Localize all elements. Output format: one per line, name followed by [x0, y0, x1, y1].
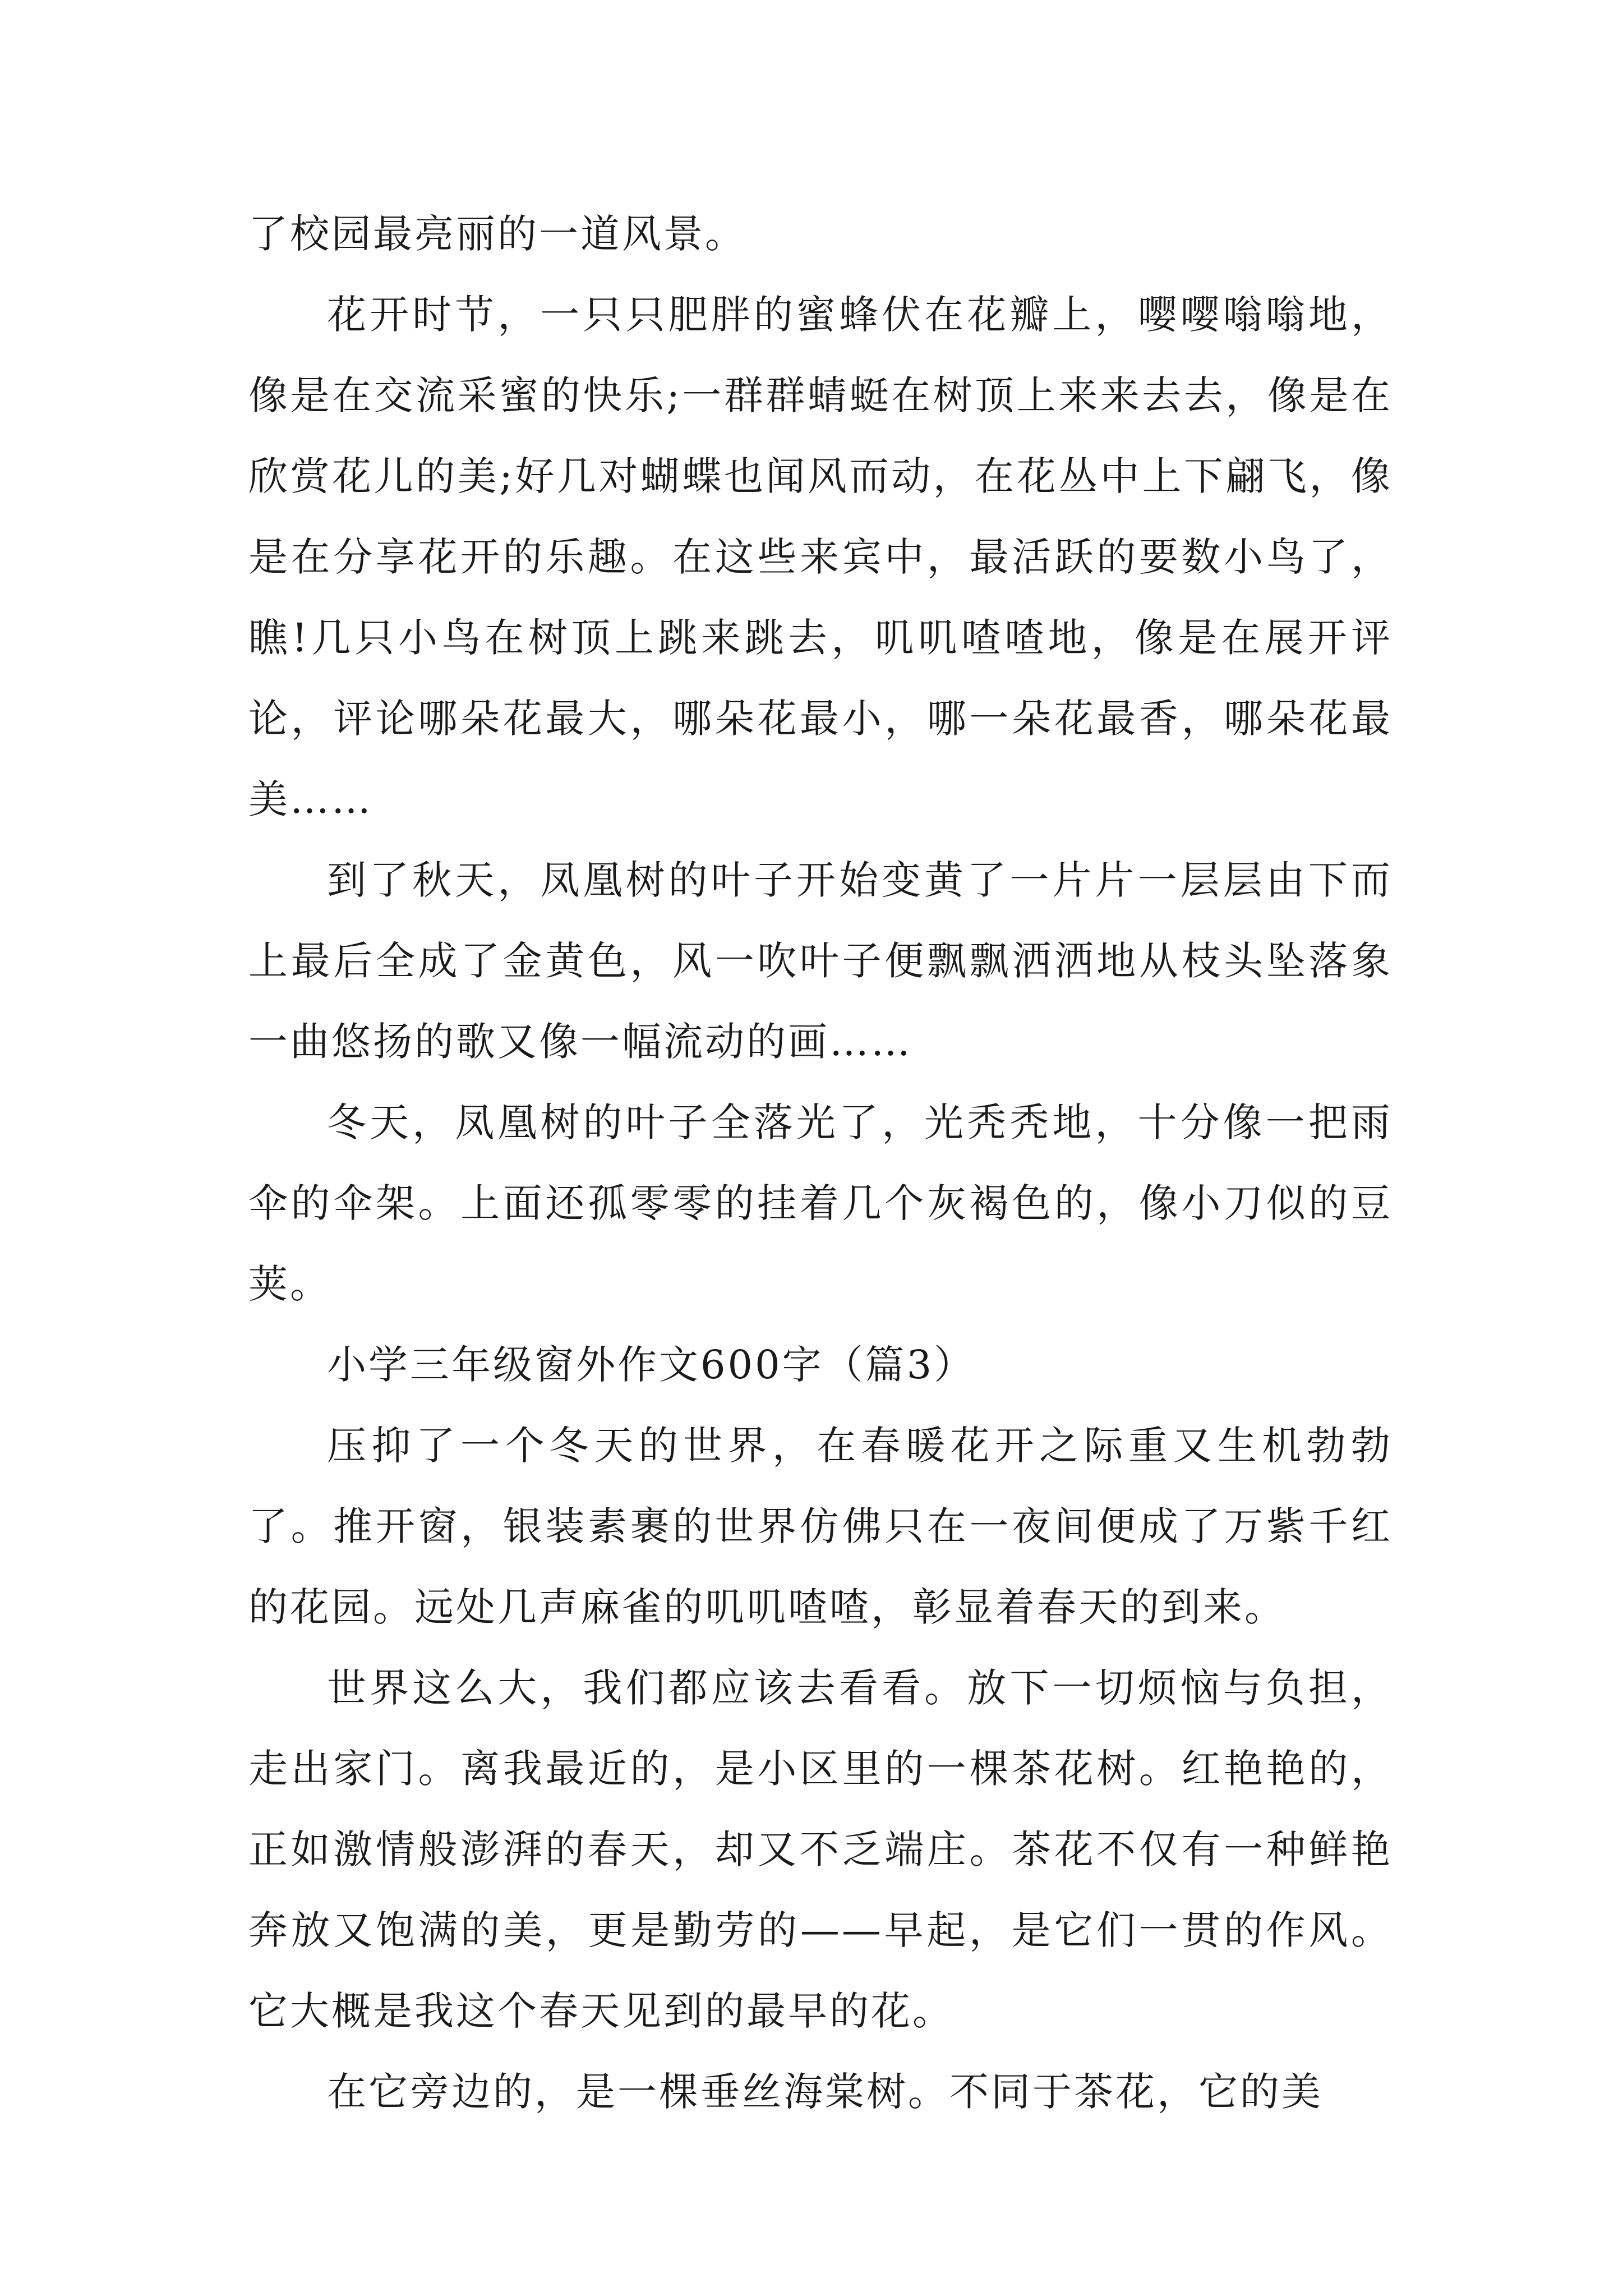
paragraph-camellia: 世界这么大，我们都应该去看看。放下一切烦恼与负担，走出家门。离我最近的，是小区里的一棵茶花树。红艳艳的，正如激情般澎湃的春天，却又不乏端庄。茶花不仅有一种鲜艳奔放又饱满的美，更是勤劳的——早起，是它们一贯的作风。它大概是我这个春天见到的最早的花。	[248, 1665, 1393, 2034]
paragraph-winter: 冬天，凤凰树的叶子全落光了，光秃秃地，十分像一把雨伞的伞架。上面还孤零零的挂着几个灰褐色的，像小刀似的豆荚。	[248, 1099, 1393, 1307]
paragraph-flowering-season: 花开时节，一只只肥胖的蜜蜂伏在花瓣上，嘤嘤嗡嗡地，像是在交流采蜜的快乐;一群群蜻蜓在树顶上来来去去，像是在欣赏花儿的美;好几对蝴蝶也闻风而动，在花丛中上下翩飞，像是在分享花开的乐趣。在这些来宾中，最活跃的要数小鸟了，瞧!几只小鸟在树顶上跳来跳去，叽叽喳喳地，像是在展开评论，评论哪朵花最大，哪朵花最小，哪一朵花最香，哪朵花最美……	[248, 292, 1393, 822]
essay-heading: 小学三年级窗外作文600字（篇3）	[327, 1342, 976, 1388]
paragraph-crabapple: 在它旁边的，是一棵垂丝海棠树。不同于茶花，它的美	[327, 2069, 1323, 2115]
paragraph-continuation: 了校园最亮丽的一道风景。	[248, 211, 746, 257]
paragraph-autumn: 到了秋天，凤凰树的叶子开始变黄了一片片一层层由下而上最后全成了金黄色，风一吹叶子便飘飘洒洒地从枝头坠落象一曲悠扬的歌又像一幅流动的画……	[248, 857, 1393, 1065]
paragraph-spring-window: 压抑了一个冬天的世界，在春暖花开之际重又生机勃勃了。推开窗，银装素裹的世界仿佛只在一夜间便成了万紫千红的花园。远处几声麻雀的叽叽喳喳，彰显着春天的到来。	[248, 1423, 1393, 1630]
document-body	[248, 194, 1393, 2132]
